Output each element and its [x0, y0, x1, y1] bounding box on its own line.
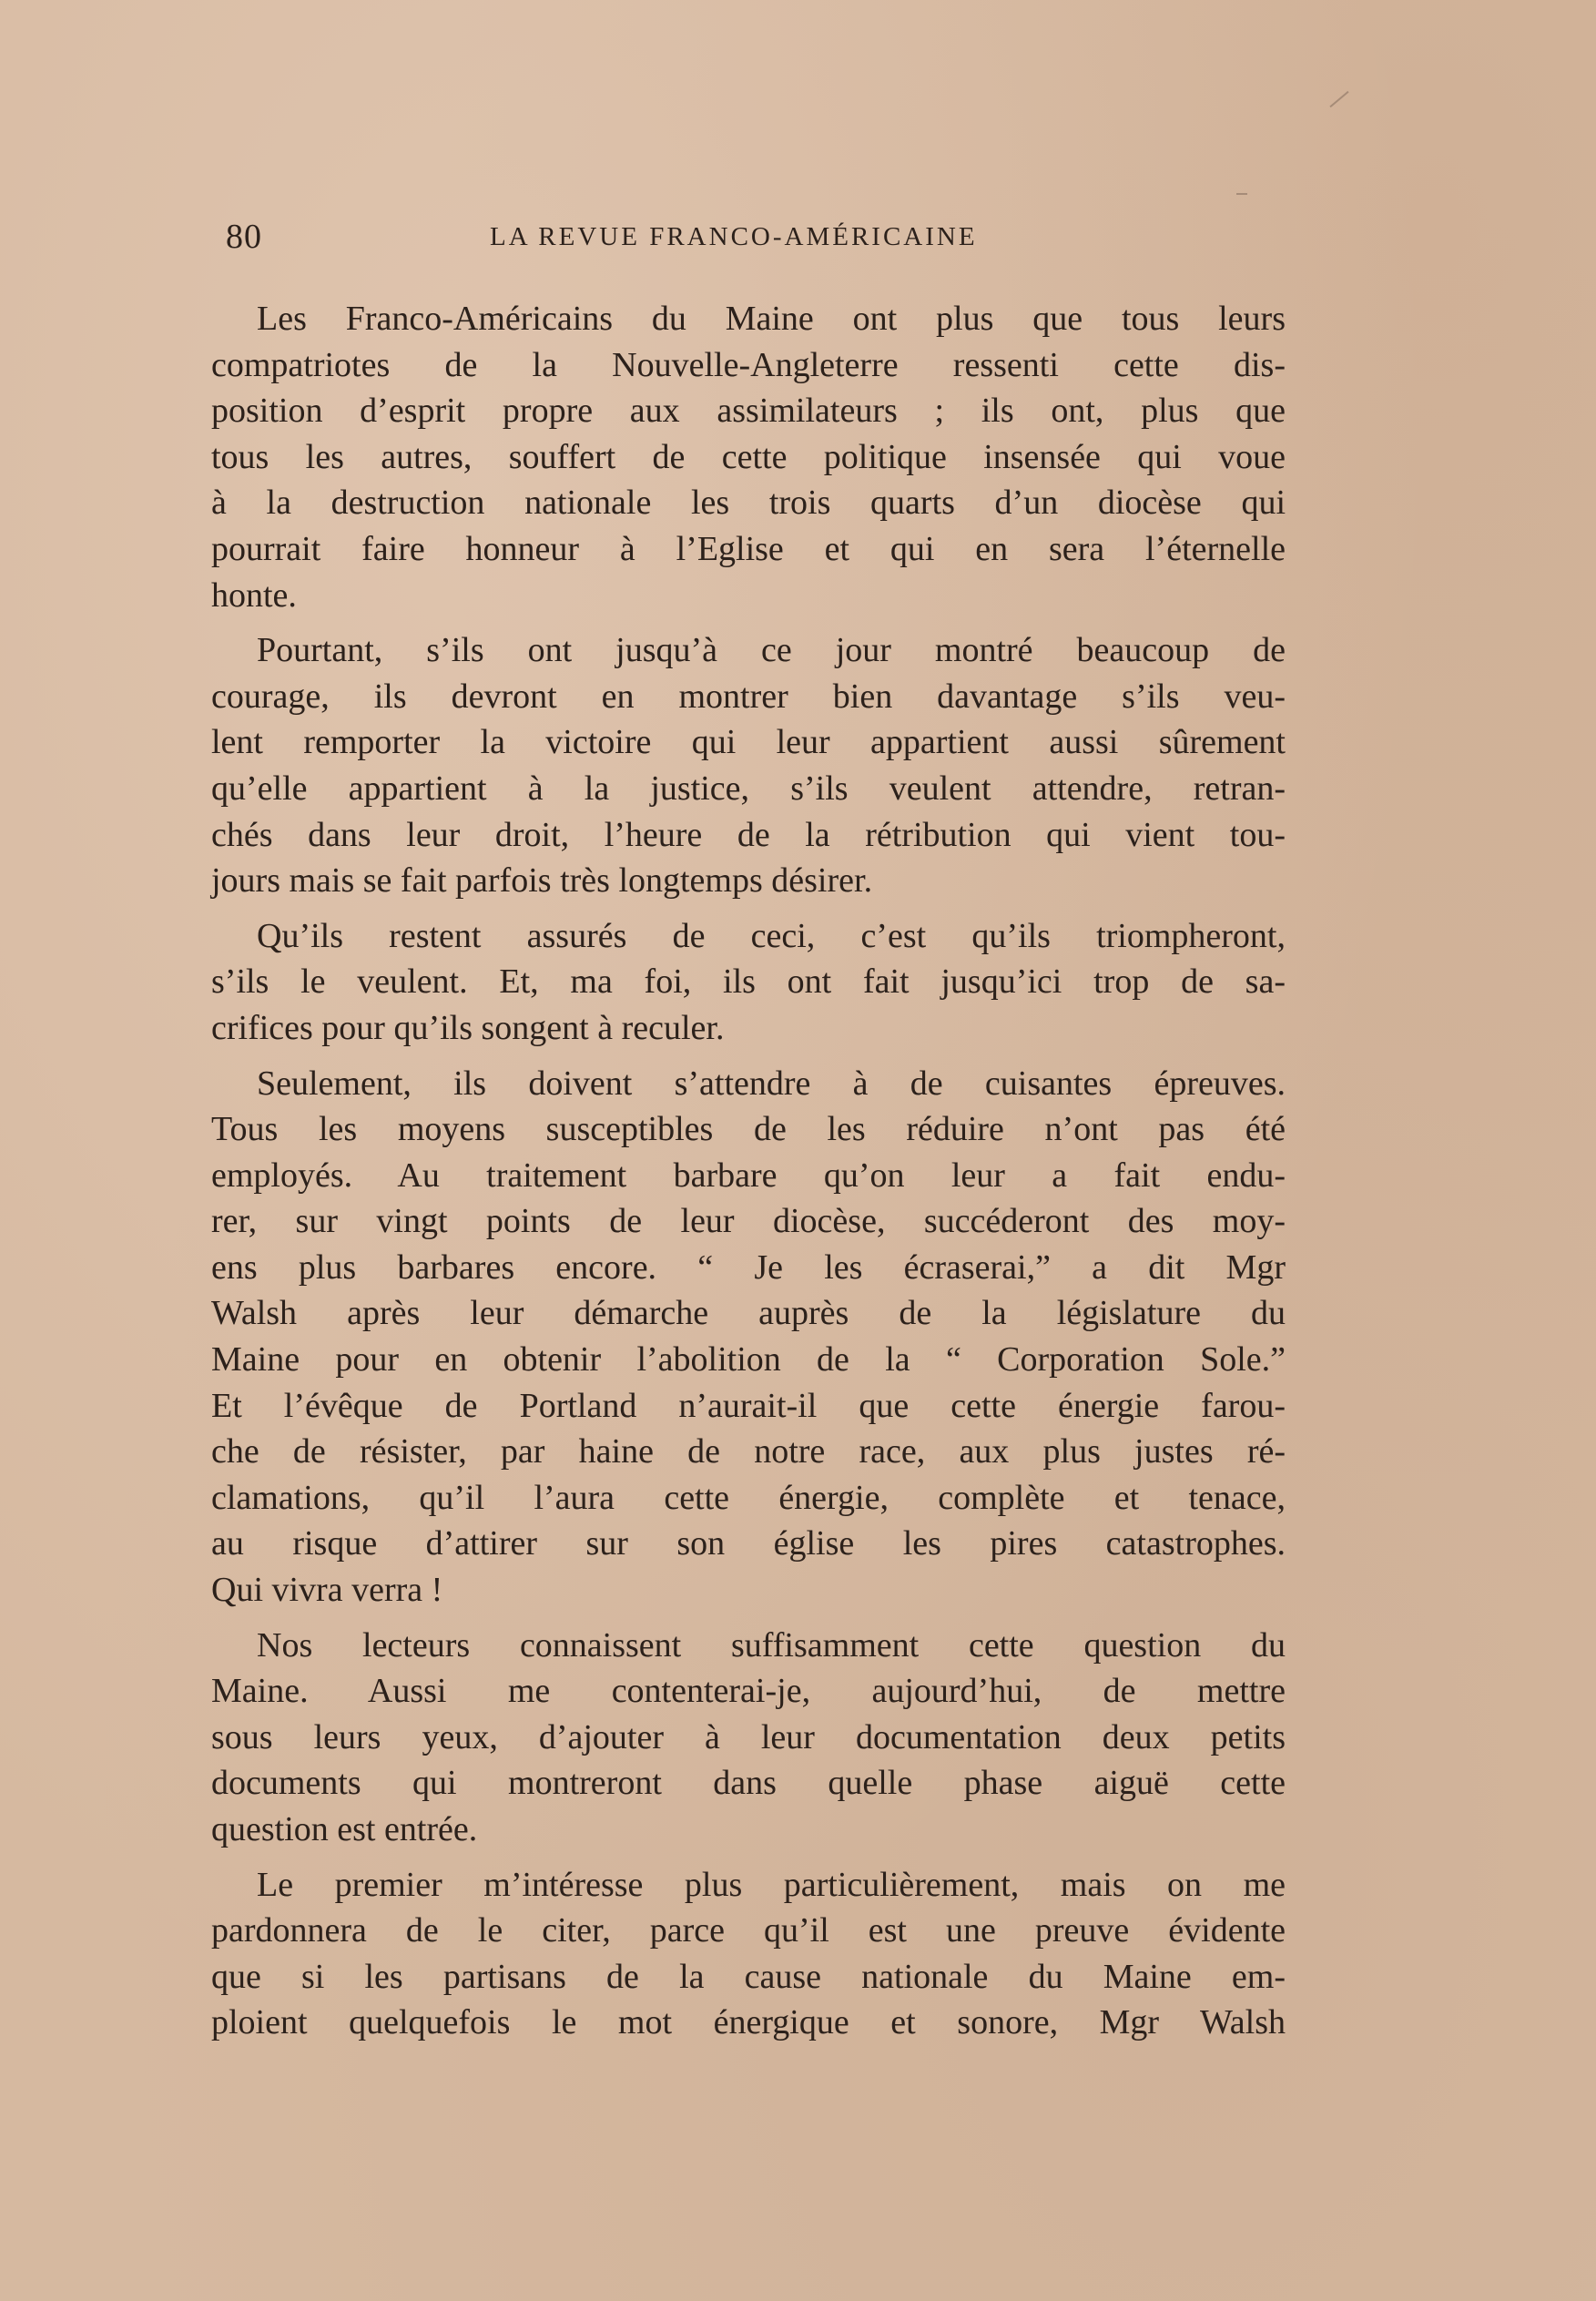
- text-line: Maine. Aussi me contenterai-je, aujourd’hui, de mettre: [211, 1672, 1286, 1711]
- page-header: [226, 209, 1282, 264]
- text-line: Qu’ils restent assurés de ceci, c’est qu’ils triompheront,: [257, 916, 1286, 955]
- text-line: sous leurs yeux, d’ajouter à leur documentation deux petits: [211, 1717, 1286, 1756]
- text-line: question est entrée.: [211, 1810, 478, 1848]
- text-line: position d’esprit propre aux assimilateurs ; ils ont, plus que: [211, 392, 1286, 431]
- text-line: à la destruction nationale les trois quarts d’un diocèse qui: [211, 484, 1286, 523]
- text-line: employés. Au traitement barbare qu’on leur a fait endu-: [211, 1156, 1286, 1195]
- text-line: honte.: [211, 575, 297, 615]
- text-line: Et l’évêque de Portland n’aurait-il que cette énergie farou-: [211, 1386, 1286, 1425]
- text-line: courage, ils devront en montrer bien davantage s’ils veu-: [211, 677, 1286, 716]
- text-line: crifices pour qu’ils songent à reculer.: [211, 1008, 725, 1047]
- paragraph: [211, 1862, 1286, 2046]
- paragraph: [211, 1623, 1286, 1853]
- text-line: clamations, qu’il l’aura cette énergie, complète et tenace,: [211, 1478, 1286, 1517]
- pencil-mark: [1329, 91, 1348, 107]
- paper-speck: [1236, 193, 1247, 195]
- text-line: Qui vivra verra !: [211, 1571, 443, 1610]
- text-line: ens plus barbares encore. “ Je les écraserai,” a dit Mgr: [211, 1247, 1286, 1287]
- text-line: lent remporter la victoire qui leur appartient aussi sûrement: [211, 723, 1286, 762]
- paragraph: [211, 1061, 1286, 1614]
- text-line: ploient quelquefois le mot énergique et sonore, Mgr Walsh: [211, 2003, 1286, 2042]
- paragraph: [211, 627, 1286, 904]
- text-line: che de résister, par haine de notre race, aux plus justes ré-: [211, 1432, 1286, 1471]
- text-line: chés dans leur droit, l’heure de la rétribution qui vient tou-: [211, 815, 1286, 854]
- text-line: tous les autres, souffert de cette politique insensée qui voue: [211, 437, 1286, 476]
- text-line: rer, sur vingt points de leur diocèse, succéderont des moy-: [211, 1202, 1286, 1241]
- text-line: documents qui montreront dans quelle phase aiguë cette: [211, 1764, 1286, 1803]
- text-line: Tous les moyens susceptibles de les réduire n’ont pas été: [211, 1110, 1286, 1149]
- text-line: que si les partisans de la cause nationale du Maine em-: [211, 1957, 1286, 1996]
- text-line: s’ils le veulent. Et, ma foi, ils ont fait jusqu’ici trop de sa-: [211, 962, 1286, 1002]
- text-line: Pourtant, s’ils ont jusqu’à ce jour montré beaucoup de: [257, 631, 1286, 670]
- text-line: pardonnera de le citer, parce qu’il est une preuve évidente: [211, 1911, 1286, 1950]
- text-line: Les Franco-Américains du Maine ont plus que tous leurs: [257, 300, 1286, 338]
- paragraph: [211, 296, 1286, 618]
- text-line: au risque d’attirer sur son église les pires catastrophes.: [211, 1524, 1286, 1563]
- text-line: qu’elle appartient à la justice, s’ils veulent attendre, retran-: [211, 769, 1286, 808]
- running-title: LA REVUE FRANCO-AMÉRICAINE: [490, 222, 978, 251]
- body-text: [211, 296, 1286, 2055]
- text-line: Seulement, ils doivent s’attendre à de cuisantes épreuves.: [257, 1064, 1286, 1103]
- text-line: compatriotes de la Nouvelle-Angleterre ressenti cette dis-: [211, 345, 1286, 384]
- paragraph: [211, 913, 1286, 1052]
- page-number: 80: [226, 218, 262, 256]
- text-line: pourrait faire honneur à l’Eglise et qui en sera l’éternelle: [211, 529, 1286, 568]
- text-line: Le premier m’intéresse plus particulièrement, mais on me: [257, 1865, 1286, 1904]
- text-line: Maine pour en obtenir l’abolition de la “ Corporation Sole.”: [211, 1340, 1286, 1380]
- text-line: Walsh après leur démarche auprès de la législature du: [211, 1294, 1286, 1333]
- text-line: jours mais se fait parfois très longtemps désirer.: [211, 861, 873, 901]
- text-line: Nos lecteurs connaissent suffisamment cette question du: [257, 1625, 1286, 1665]
